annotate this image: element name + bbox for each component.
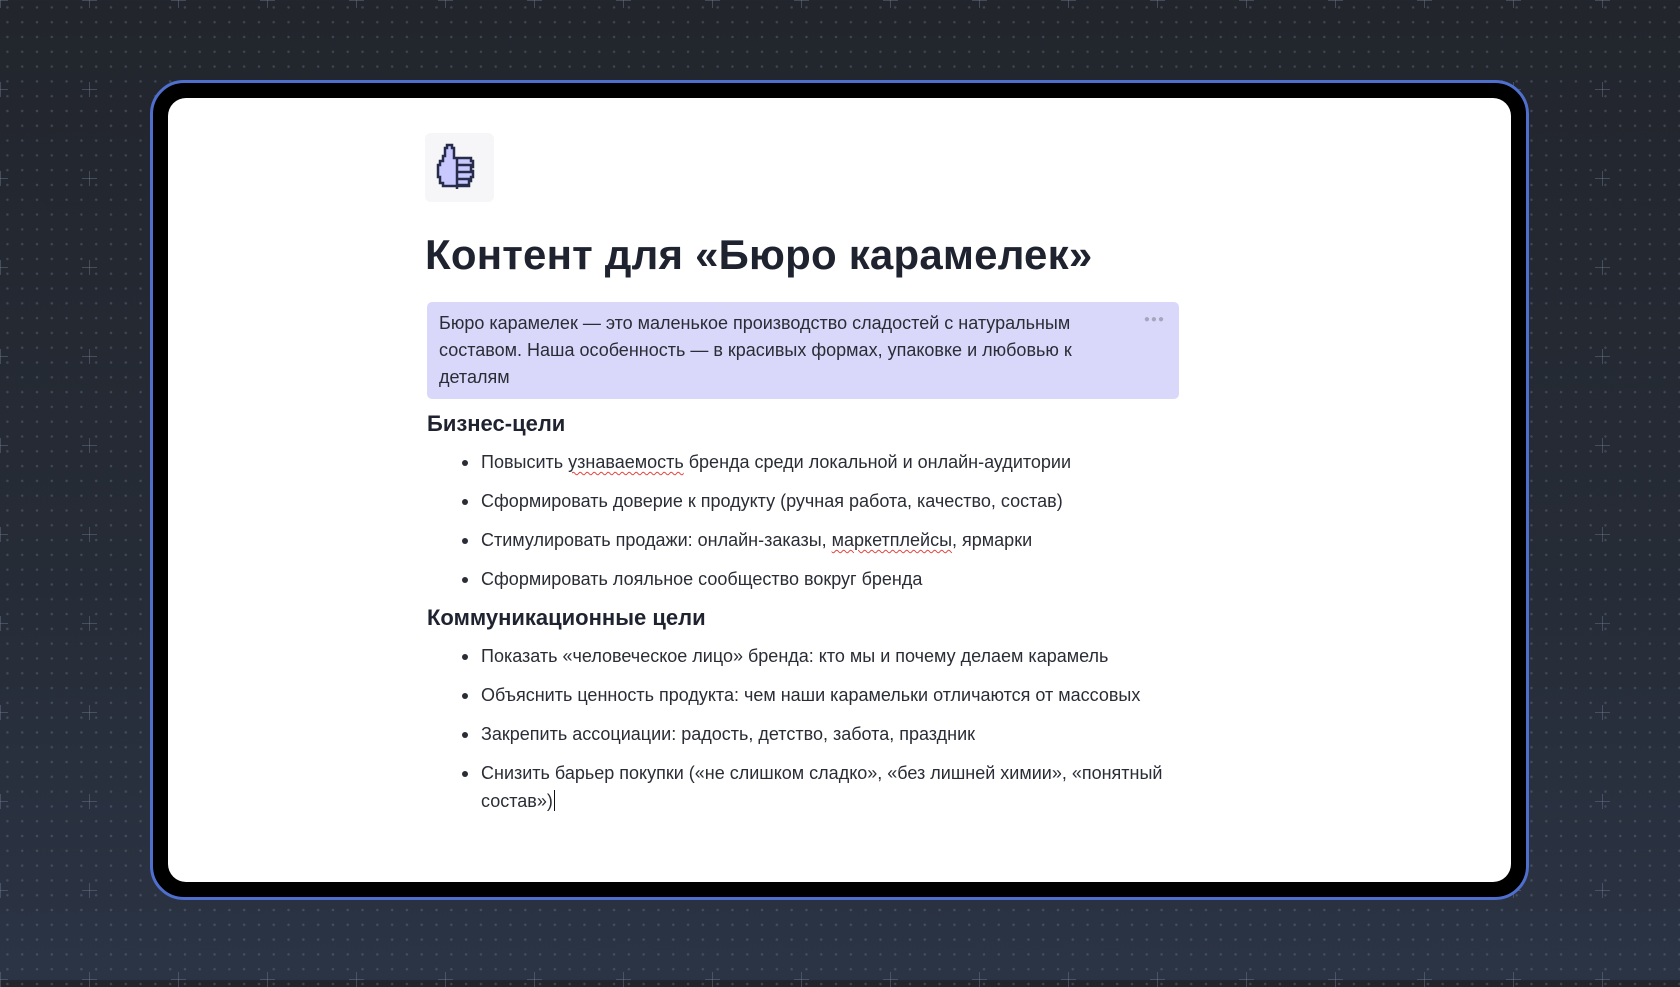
- grid-cross: [0, 349, 8, 364]
- grid-cross: [260, 0, 275, 8]
- spellcheck-word[interactable]: узнаваемость: [568, 452, 684, 472]
- list-item-text: , ярмарки: [952, 530, 1033, 550]
- list-item-text: Сформировать доверие к продукту (ручная работа, качество, состав): [481, 491, 1063, 511]
- bullet-list: [461, 448, 1201, 593]
- grid-cross: [82, 527, 97, 542]
- grid-cross: [82, 260, 97, 275]
- grid-cross: [0, 171, 8, 186]
- list-item[interactable]: [461, 720, 1201, 748]
- grid-cross: [171, 0, 186, 8]
- grid-cross: [0, 527, 8, 542]
- grid-cross: [1595, 171, 1610, 186]
- list-item[interactable]: [461, 642, 1201, 670]
- document-page: [168, 98, 1511, 882]
- grid-cross: [349, 0, 364, 8]
- grid-cross: [82, 349, 97, 364]
- grid-cross: [82, 883, 97, 898]
- page-icon-button[interactable]: [425, 133, 494, 202]
- callout-block[interactable]: [427, 302, 1179, 399]
- bullet-list: [461, 642, 1201, 815]
- grid-cross: [438, 0, 453, 8]
- grid-cross: [0, 883, 8, 898]
- grid-cross: [0, 616, 8, 631]
- list-item-text: Стимулировать продажи: онлайн-заказы,: [481, 530, 832, 550]
- grid-cross: [82, 616, 97, 631]
- list-item-text: Снизить барьер покупки («не слишком сладко», «без лишней химии», «понятный состав»): [481, 763, 1163, 811]
- thumbs-up-icon: [435, 141, 485, 195]
- grid-cross: [705, 0, 720, 8]
- grid-cross: [0, 260, 8, 275]
- list-item-text: Сформировать лояльное сообщество вокруг бренда: [481, 569, 923, 589]
- more-dots-icon[interactable]: ●●●: [1143, 314, 1165, 325]
- grid-cross: [0, 82, 8, 97]
- list-item[interactable]: [461, 565, 1201, 593]
- callout-text[interactable]: Бюро карамелек — это маленькое производство сладостей с натуральным составом. Наша особенность — в красивых формах, упаковке и любовью к деталям: [439, 313, 1072, 387]
- grid-cross: [1328, 0, 1343, 8]
- grid-cross: [1595, 260, 1610, 275]
- grid-cross: [616, 0, 631, 8]
- page-title[interactable]: Контент для «Бюро карамелек»: [425, 231, 1093, 278]
- grid-cross: [1150, 0, 1165, 8]
- grid-cross: [1061, 0, 1076, 8]
- grid-cross: [1595, 0, 1610, 8]
- section-heading[interactable]: Бизнес-цели: [427, 411, 566, 436]
- grid-cross: [82, 82, 97, 97]
- grid-cross: [1595, 82, 1610, 97]
- spellcheck-word[interactable]: маркетплейсы: [831, 530, 953, 550]
- grid-cross: [527, 0, 542, 8]
- grid-cross: [0, 438, 8, 453]
- grid-cross: [0, 0, 8, 8]
- grid-cross: [1417, 0, 1432, 8]
- list-item[interactable]: [461, 759, 1201, 815]
- grid-cross: [82, 794, 97, 809]
- grid-cross: [82, 705, 97, 720]
- list-item-text: Показать «человеческое лицо» бренда: кто мы и почему делаем карамель: [481, 646, 1109, 666]
- grid-cross: [1506, 0, 1521, 8]
- grid-cross: [1595, 883, 1610, 898]
- grid-cross: [1239, 0, 1254, 8]
- grid-cross: [82, 438, 97, 453]
- text-cursor: [554, 790, 555, 811]
- list-item[interactable]: [461, 487, 1201, 515]
- device-frame: [150, 80, 1529, 900]
- grid-cross: [1595, 794, 1610, 809]
- grid-cross: [1595, 527, 1610, 542]
- list-item[interactable]: [461, 448, 1201, 476]
- list-item-text: бренда среди локальной и онлайн-аудитории: [683, 452, 1072, 472]
- grid-cross: [0, 794, 8, 809]
- grid-cross: [883, 0, 898, 8]
- document-content: [425, 133, 1225, 815]
- list-item-text: Повысить: [481, 452, 569, 472]
- list-item-text: Закрепить ассоциации: радость, детство, забота, праздник: [481, 724, 975, 744]
- grid-cross: [82, 0, 97, 8]
- grid-cross: [82, 171, 97, 186]
- list-item[interactable]: [461, 681, 1201, 709]
- grid-cross: [1595, 705, 1610, 720]
- grid-cross: [0, 705, 8, 720]
- section-heading[interactable]: Коммуникационные цели: [427, 605, 706, 630]
- list-item-text: Объяснить ценность продукта: чем наши карамельки отличаются от массовых: [481, 685, 1141, 705]
- grid-cross: [1595, 349, 1610, 364]
- grid-cross: [1595, 616, 1610, 631]
- grid-cross: [794, 0, 809, 8]
- grid-cross: [972, 0, 987, 8]
- list-item[interactable]: [461, 526, 1201, 554]
- grid-cross: [1595, 438, 1610, 453]
